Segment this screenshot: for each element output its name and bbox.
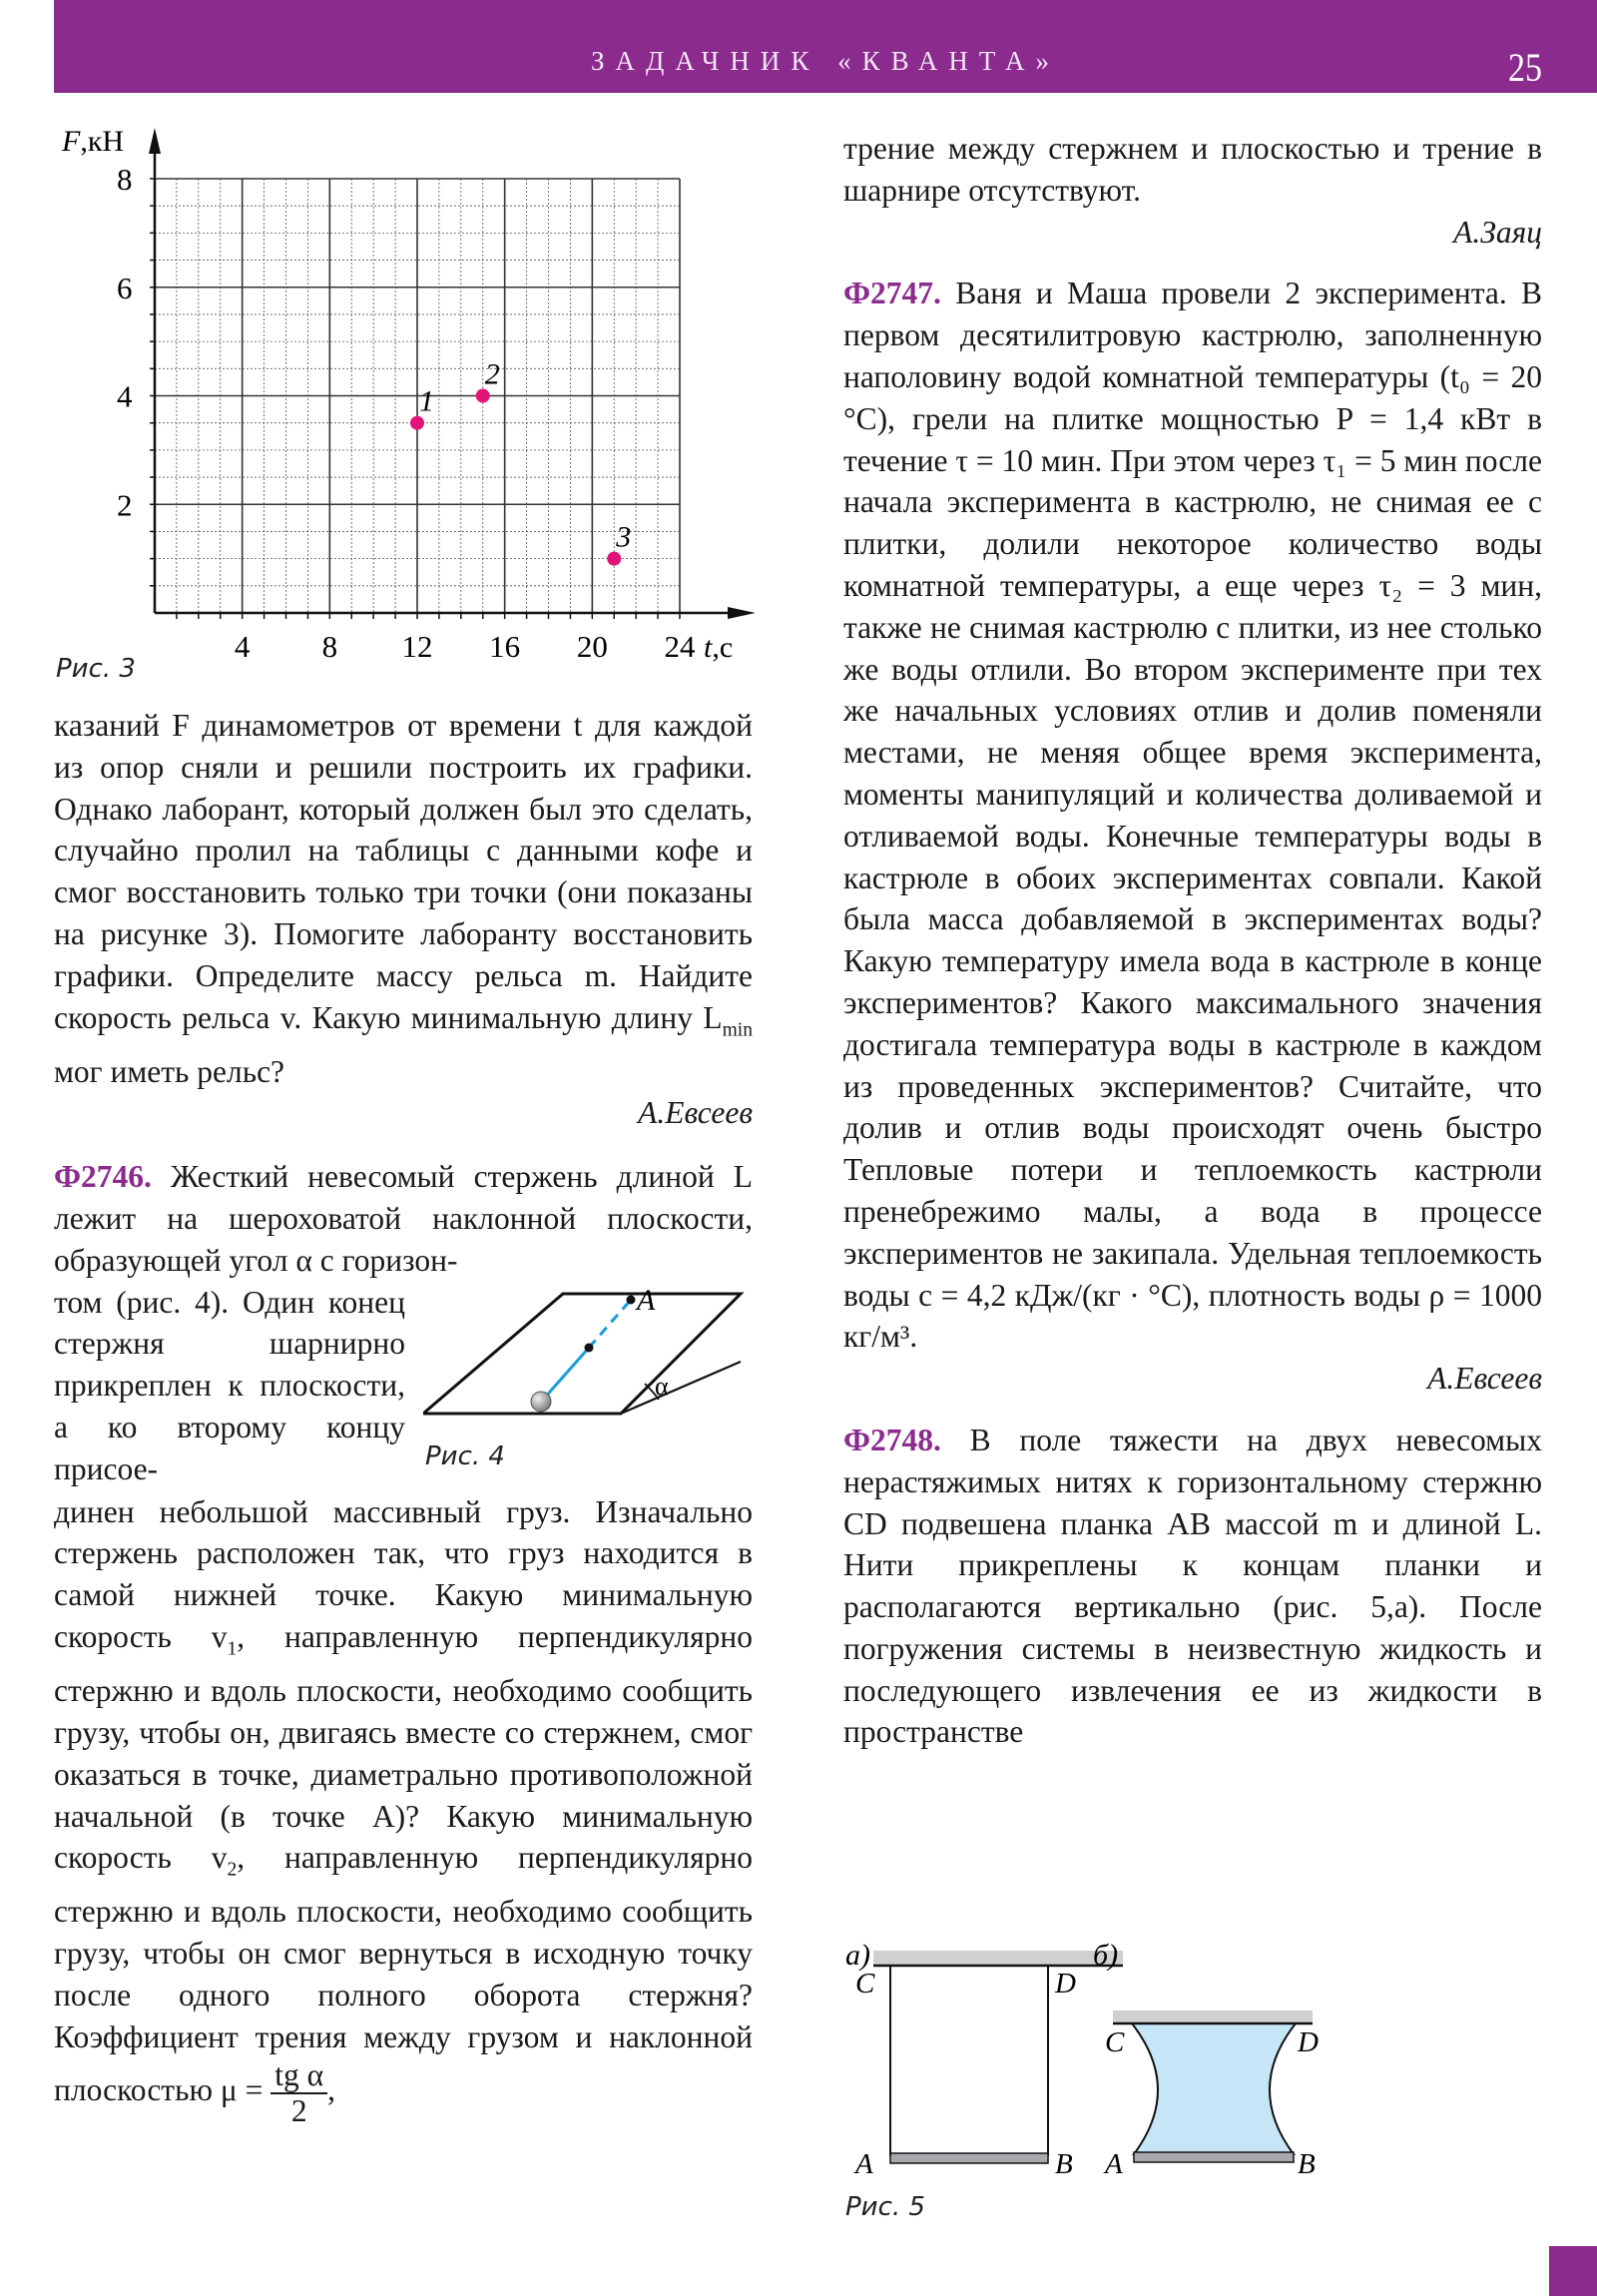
- angle-alpha-label: α: [655, 1371, 669, 1401]
- x-tick-label: 16: [489, 629, 521, 664]
- journal-section-title: ЗАДАЧНИК «КВАНТА»: [590, 46, 1061, 76]
- label-c-b: C: [1105, 2026, 1125, 2058]
- x-tick-label: 4: [234, 629, 251, 664]
- left-column-text: [54, 705, 753, 2128]
- problem-2746-id: Ф2746.: [54, 1159, 152, 1195]
- y-axis-label: F,кН: [62, 125, 125, 158]
- figure-4: [423, 1282, 758, 1481]
- page-number: 25: [1508, 45, 1542, 90]
- problem-2747: Ф2747. Ваня и Маша провели 2 эксперимента. В первом десятилитровую кастрюлю, заполненную наполовину водой комнатной температуры (t₀ = 20 °C), грели на плитке мощностью P = 1,4 кВт в течение τ = 10 мин. При этом через τ₁ = 5 мин после начала эксперимента в кастрюлю, не снимая ее с плитки, долили некоторое количество воды комнатной температуры, а еще через τ₂ = 3 мин, также не снимая кастрюлю с плитки, из нее столько же воды отлили. Во втором эксперименте при тех же начальных условиях отлив и долив поменяли местами, не меняя общее время эксперимента, моменты манипуляций и количества доливаемой и отливаемой воды. Конечные температуры воды в кастрюле в обоих экспериментах совпали. Какой была масса добавляемой в экспериментах воды? Какую температуру имела вода в кастрюле в конце экспериментов? Какого максимального значения достигала температура воды в кастрюле в каждом из проведенных экспериментов? Считайте, что долив и отлив воды происходят очень быстро Тепловые потери и теплоемкость кастрюли пренебрежимо малы, а вода в процессе экспериментов не закипала. Удельная теплоемкость воды c = 4,2 кДж/(кг · °C), плотность воды ρ = 1000 кг/м³.: [843, 276, 1542, 1355]
- inclined-plane-diagram: [423, 1282, 758, 1441]
- right-column-text: [843, 128, 1542, 1753]
- label-d-a: D: [1055, 1968, 1076, 2000]
- problem-2746-author: А.Заяц: [1453, 214, 1542, 250]
- label-a-a: A: [855, 2148, 873, 2176]
- suspended-plank-diagram: [843, 1937, 1562, 2176]
- panel-b-label: б): [1093, 1939, 1119, 1972]
- data-point-label: 3: [616, 520, 632, 554]
- force-time-chart: [54, 118, 763, 697]
- problem-2746-continuation: трение между стержнем и плоскостью и трение в шарнире отсутствуют.: [843, 131, 1542, 208]
- figure-3: [54, 118, 763, 697]
- x-tick-label: 20: [576, 629, 608, 664]
- label-c-a: C: [855, 1968, 875, 2000]
- problem-2747-author: А.Евсеев: [1427, 1361, 1542, 1397]
- data-point-label: 1: [419, 384, 434, 418]
- data-point: [410, 416, 424, 430]
- figure-4-caption: Рис. 4: [425, 1440, 505, 1471]
- running-header: [54, 0, 1597, 93]
- problem-2747-id: Ф2747.: [843, 276, 941, 311]
- problem-2746-wrap-text: том (рис. 4). Один конец стержня шарнирно прикреплен к плоскости, а ко второму концу присое-: [54, 1284, 405, 1486]
- data-point: [476, 389, 490, 403]
- label-b-b: B: [1298, 2148, 1316, 2176]
- label-a-b: A: [1105, 2148, 1123, 2176]
- panel-a-label: а): [845, 1939, 870, 1972]
- figure-5: [843, 1937, 1562, 2236]
- problem-2748: Ф2748. В поле тяжести на двух невесомых нерастяжимых нитях к горизонтальному стержню CD подвешена планка AB массой m и длиной L. Нити прикреплены к концам планки и располагаются вертикально (рис. 5,а). После погружения системы в неизвестную жидкость и последующего извлечения ее из жидкости в пространстве: [843, 1422, 1542, 1750]
- y-tick-label: 4: [117, 378, 133, 414]
- data-point: [607, 552, 621, 566]
- problem-2746-lead: Ф2746. Жесткий невесомый стержень длиной L лежит на шероховатой наклонной плоскости, образующей угол α с горизон-: [54, 1159, 753, 1278]
- figure-5-caption: Рис. 5: [845, 2192, 925, 2222]
- y-tick-label: 8: [117, 162, 133, 197]
- page-corner-tab: [1549, 2246, 1597, 2296]
- y-tick-label: 2: [117, 487, 133, 523]
- data-point-label: 2: [484, 357, 500, 391]
- figure-3-caption: Рис. 3: [56, 654, 136, 684]
- problem-2748-id: Ф2748.: [843, 1422, 941, 1457]
- y-tick-label: 6: [117, 270, 133, 305]
- problem-2745-tail: казаний F динамометров от времени t для каждой из опор сняли и решили построить их графики. Однако лаборант, который должен был это сделать, случайно пролил на таблицы с данными кофе и смог восстановить только три точки (они показаны на рисунке 3). Помогите лаборанту восстановить графики. Определите массу рельса m. Найдите скорость рельса v. Какую минимальную длину $L_{min}$ мог иметь рельс?: [54, 708, 753, 1089]
- problem-2746-wrap-block: [54, 1282, 753, 1491]
- x-tick-label: 8: [321, 629, 338, 664]
- problem-2746-body: динен небольшой массивный груз. Изначально стержень расположен так, что груз находится в самой нижней точке. Какую минимальную скорость $v_1$, направленную перпендикулярно стержню и вдоль плоскости, необходимо сообщить грузу, чтобы он, двигаясь вместе со стержнем, смог оказаться в точке, диаметрально противоположной начальной (в точке A)? Какую минимальную скорость $v_2$, направленную перпендикулярно стержню и вдоль плоскости, необходимо сообщить грузу, чтобы он смог вернуться в исходную точку после одного полного оборота стержня? Коэффициент трения между грузом и наклонной плоскостью μ = $\frac{\text{tg α}}{2}$ ,: [54, 1493, 753, 2128]
- point-a-label: A: [637, 1283, 656, 1317]
- mu-fraction: $\frac{\text{tg α}}{2}$: [270, 2058, 327, 2128]
- x-tick-label: 12: [401, 629, 433, 664]
- label-b-a: B: [1055, 2148, 1073, 2176]
- x-axis-label: t,c: [704, 631, 734, 664]
- x-tick-label: 24: [664, 629, 696, 664]
- problem-2745-author: А.Евсеев: [638, 1095, 753, 1131]
- label-d-b: D: [1298, 2026, 1319, 2058]
